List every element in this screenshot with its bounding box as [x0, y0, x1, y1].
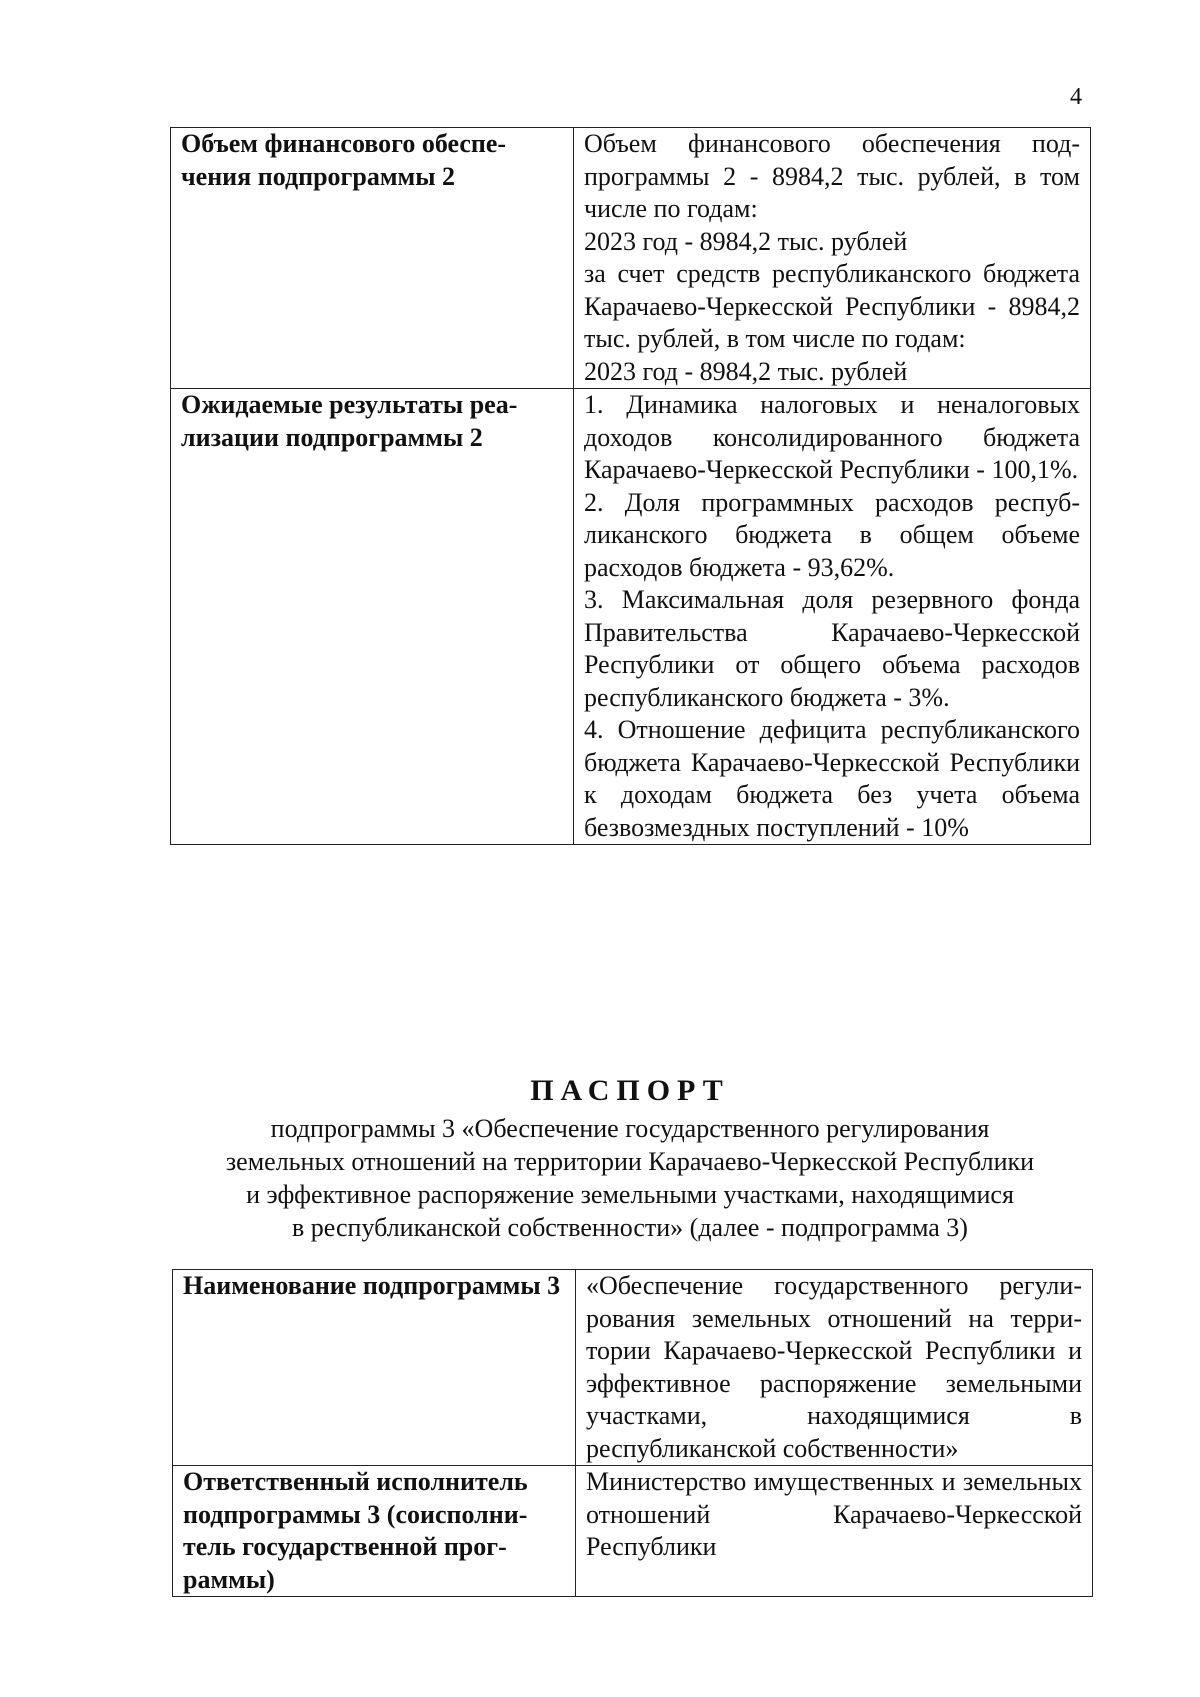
- row-value-responsible-executor: [576, 1466, 1093, 1597]
- result-item: 4. Отношение дефицита республиканского бюджета Карачаево-Черкесской Республики к доходам бюджета без учета объема безвозмездных поступлений - 10%: [584, 715, 1080, 842]
- result-item: 1. Динамика налоговых и неналоговых доходов консолидированного бюджета Карачаево-Черкесской Республики - 100,1%.: [584, 390, 1080, 484]
- result-item: 3. Максимальная доля резервного фонда Правительства Карачаево-Черкесской Республики от общего объема расходов республиканского бюджета - 3%.: [584, 585, 1080, 712]
- passport-heading: [150, 1072, 1110, 1244]
- funding-paragraph: Объем финансового обеспечения подпрограммы 2 - 8984,2 тыс. рублей, в том числе по годам:: [584, 129, 1080, 223]
- page-number: 4: [1070, 84, 1082, 110]
- table-row: [173, 1270, 1093, 1466]
- row-value-subprogram-name: [576, 1270, 1093, 1466]
- subprogram-2-passport-table: [170, 127, 1091, 845]
- table-row: [171, 389, 1091, 845]
- subtitle-line: подпрограммы 3 «Обеспечение государственного регулирования: [270, 1114, 990, 1143]
- subtitle-line: земельных отношений на территории Карачаево-Черкесской Республики: [225, 1147, 1035, 1176]
- responsible-executor-text: Министерство имущественных и земельных отношений Карачаево-Черкесской Республики: [586, 1467, 1082, 1561]
- row-value-expected-results: [574, 389, 1091, 845]
- table-row: [171, 128, 1091, 389]
- row-label-funding-volume: Объем финансового обеспечения подпрограммы 2: [171, 128, 574, 389]
- subprogram-name-text: «Обеспечение государственного регулирования земельных отношений на территории Карачаево-Черкесской Республики и эффективное распоряжение земельными участками, находящимися в республиканской собственности»: [586, 1271, 1082, 1463]
- table-row: [173, 1466, 1093, 1597]
- funding-paragraph: 2023 год - 8984,2 тыс. рублей: [584, 356, 908, 386]
- row-label-expected-results: Ожидаемые результаты реализации подпрограммы 2: [171, 389, 574, 845]
- result-item: 2. Доля программных расходов республиканского бюджета в общем объеме расходов бюджета - 93,62%.: [584, 487, 1080, 582]
- subprogram-3-passport-table: [172, 1269, 1093, 1597]
- row-label-responsible-executor: Ответственный исполнитель подпрограммы 3 (соисполнитель государственной программы): [173, 1466, 576, 1597]
- passport-title: ПАСПОРТ: [530, 1074, 730, 1107]
- row-value-funding-volume: [574, 128, 1091, 389]
- funding-paragraph: за счет средств республиканского бюджета Карачаево-Черкесской Республики - 8984,2 тыс. рублей, в том числе по годам:: [584, 259, 1080, 353]
- subtitle-line: в республиканской собственности» (далее - подпрограмма 3): [292, 1213, 968, 1242]
- row-label-subprogram-name: Наименование подпрограммы 3: [173, 1270, 576, 1466]
- funding-paragraph: 2023 год - 8984,2 тыс. рублей: [584, 226, 908, 256]
- passport-subtitle: [150, 1112, 1110, 1244]
- subtitle-line: и эффективное распоряжение земельными участками, находящимися: [246, 1180, 1014, 1209]
